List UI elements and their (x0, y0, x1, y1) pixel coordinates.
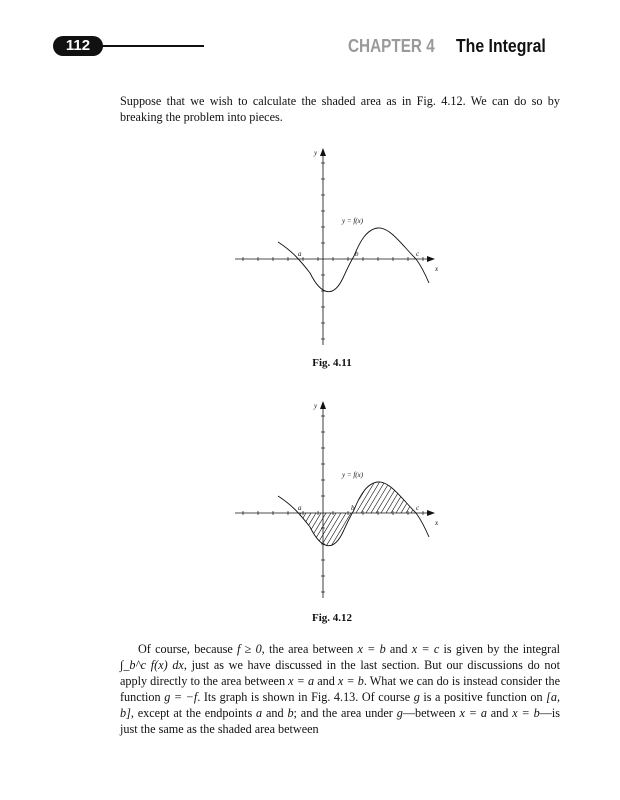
hatch-line (230, 398, 310, 598)
hatch-line (265, 398, 385, 598)
hatch-line (275, 398, 395, 598)
hatch-line (230, 398, 240, 598)
hatch-line (250, 398, 370, 598)
figure-4-11 (230, 145, 445, 350)
hatch-line (390, 398, 445, 598)
hatch-line (405, 398, 445, 598)
label-b: b (355, 250, 359, 258)
hatch-line (295, 398, 415, 598)
hatch-line (230, 398, 255, 598)
hatch-line (400, 398, 445, 598)
hatch-line (340, 398, 445, 598)
hatch-line (365, 398, 445, 598)
x-axis-label: x (435, 265, 439, 273)
hatch-line (245, 398, 365, 598)
hatch-line (230, 398, 245, 598)
y-axis-label: y (314, 402, 318, 410)
hatch-line (385, 398, 445, 598)
hatch-line (230, 398, 330, 598)
hatch-line (230, 398, 320, 598)
x-axis-arrow (427, 510, 435, 516)
label-c: c (416, 250, 420, 258)
hatch-line (230, 398, 285, 598)
hatch-line (230, 398, 315, 598)
hatch-line (230, 398, 285, 598)
hatch-line (230, 398, 235, 598)
hatch-line (230, 398, 345, 598)
hatch-line (410, 398, 445, 598)
body-paragraph: Of course, because f ≥ 0, the area between x = b and x = c is given by the integral ∫_b^c f(x) dx, just as we have discussed in the last section. But our discussions do not apply directly to the area between x = a and x = b. What we can do is instead consider the function g = −f. Its graph is shown in Fig. 4.13. Of course g is a positive function on [a, b], except at the endpoints a and b; and the area under g—between x = a and x = b—is just the same as the shaded area between (120, 642, 561, 736)
shaded-region-negative (230, 398, 445, 598)
hatch-line (230, 398, 295, 598)
hatch-line (230, 398, 250, 598)
hatch-line (400, 398, 445, 598)
hatch-line (285, 398, 405, 598)
hatch-line (230, 398, 305, 598)
hatch-line (320, 398, 440, 598)
hatch-line (230, 398, 280, 598)
hatch-line (260, 398, 380, 598)
curve-label: y = f(x) (342, 217, 364, 225)
hatch-line (235, 398, 355, 598)
hatch-line (230, 398, 245, 598)
hatch-line (230, 398, 325, 598)
hatch-line (230, 398, 265, 598)
hatch-line (230, 398, 310, 598)
hatch-line (295, 398, 415, 598)
figure-caption: Fig. 4.12 (311, 612, 353, 624)
hatch-line (230, 398, 235, 598)
hatch-line (265, 398, 385, 598)
hatch-line (375, 398, 445, 598)
hatch-line (230, 398, 260, 598)
figure-caption: Fig. 4.11 (312, 357, 352, 369)
hatch-line (230, 398, 305, 598)
hatch-line (365, 398, 445, 598)
hatch-line (440, 398, 445, 598)
hatch-line (230, 398, 295, 598)
hatch-line (255, 398, 375, 598)
chapter-label: CHAPTER 4 (348, 36, 435, 56)
hatch-line (420, 398, 445, 598)
hatch-line (280, 398, 400, 598)
hatch-line (375, 398, 445, 598)
hatch-line (230, 398, 325, 598)
hatch-line (230, 398, 270, 598)
hatch-line (230, 398, 350, 598)
header-rule (96, 45, 204, 47)
hatch-line (330, 398, 445, 598)
label-a: a (298, 250, 302, 258)
hatch-line (435, 398, 445, 598)
hatch-line (370, 398, 445, 598)
hatch-line (230, 398, 350, 598)
hatch-line (230, 398, 330, 598)
x-axis-label: x (435, 519, 439, 527)
hatch-line (230, 398, 300, 598)
hatch-line (285, 398, 405, 598)
y-axis-arrow (320, 148, 326, 156)
hatch-line (425, 398, 445, 598)
hatch-line (240, 398, 360, 598)
hatch-line (435, 398, 445, 598)
hatch-line (230, 398, 265, 598)
hatch-line (420, 398, 445, 598)
hatch-line (230, 398, 240, 598)
page-header (0, 0, 620, 70)
hatch-line (350, 398, 445, 598)
hatch-line (230, 398, 335, 598)
hatch-line (230, 398, 300, 598)
label-b: b (351, 504, 355, 512)
hatch-line (230, 398, 340, 598)
hatch-line (370, 398, 445, 598)
hatch-line (330, 398, 445, 598)
hatch-line (255, 398, 375, 598)
hatch-line (230, 398, 250, 598)
chapter-title: The Integral (456, 36, 546, 56)
curve-f (278, 228, 429, 292)
y-axis-label: y (314, 149, 318, 157)
x-axis-arrow (427, 256, 435, 262)
hatch-line (230, 398, 315, 598)
hatch-line (230, 398, 260, 598)
hatch-line (430, 398, 445, 598)
hatch-line (245, 398, 365, 598)
hatch-line (385, 398, 445, 598)
curve-label: y = f(x) (342, 471, 364, 479)
label-c: c (416, 504, 420, 512)
hatch-line (260, 398, 380, 598)
hatch-line (230, 398, 275, 598)
intro-paragraph: Suppose that we wish to calculate the shaded area as in Fig. 4.12. We can do so by breaking the problem into pieces. (120, 94, 560, 124)
figure-4-12 (230, 398, 445, 604)
hatch-line (230, 398, 255, 598)
page-number: 112 (53, 36, 103, 56)
hatch-line (390, 398, 445, 598)
hatch-line (340, 398, 445, 598)
hatch-line (230, 398, 320, 598)
y-axis-arrow (320, 401, 326, 409)
hatch-line (235, 398, 355, 598)
hatch-line (415, 398, 445, 598)
hatch-line (270, 398, 390, 598)
hatch-line (405, 398, 445, 598)
hatch-line (275, 398, 395, 598)
shaded-region-positive (230, 398, 445, 598)
hatch-line (440, 398, 445, 598)
hatch-line (280, 398, 400, 598)
hatch-line (415, 398, 445, 598)
hatch-line (410, 398, 445, 598)
hatch-line (290, 398, 410, 598)
hatch-line (310, 398, 430, 598)
hatch-line (315, 398, 435, 598)
hatch-line (230, 398, 275, 598)
hatch-line (290, 398, 410, 598)
hatch-line (425, 398, 445, 598)
hatch-line (325, 398, 445, 598)
hatch-line (240, 398, 360, 598)
hatch-line (350, 398, 445, 598)
hatch-line (230, 398, 280, 598)
hatch-line (230, 398, 335, 598)
hatch-line (250, 398, 370, 598)
hatch-line (430, 398, 445, 598)
hatch-line (230, 398, 270, 598)
hatch-line (270, 398, 390, 598)
label-a: a (298, 504, 302, 512)
hatch-line (230, 398, 340, 598)
hatch-line (230, 398, 345, 598)
